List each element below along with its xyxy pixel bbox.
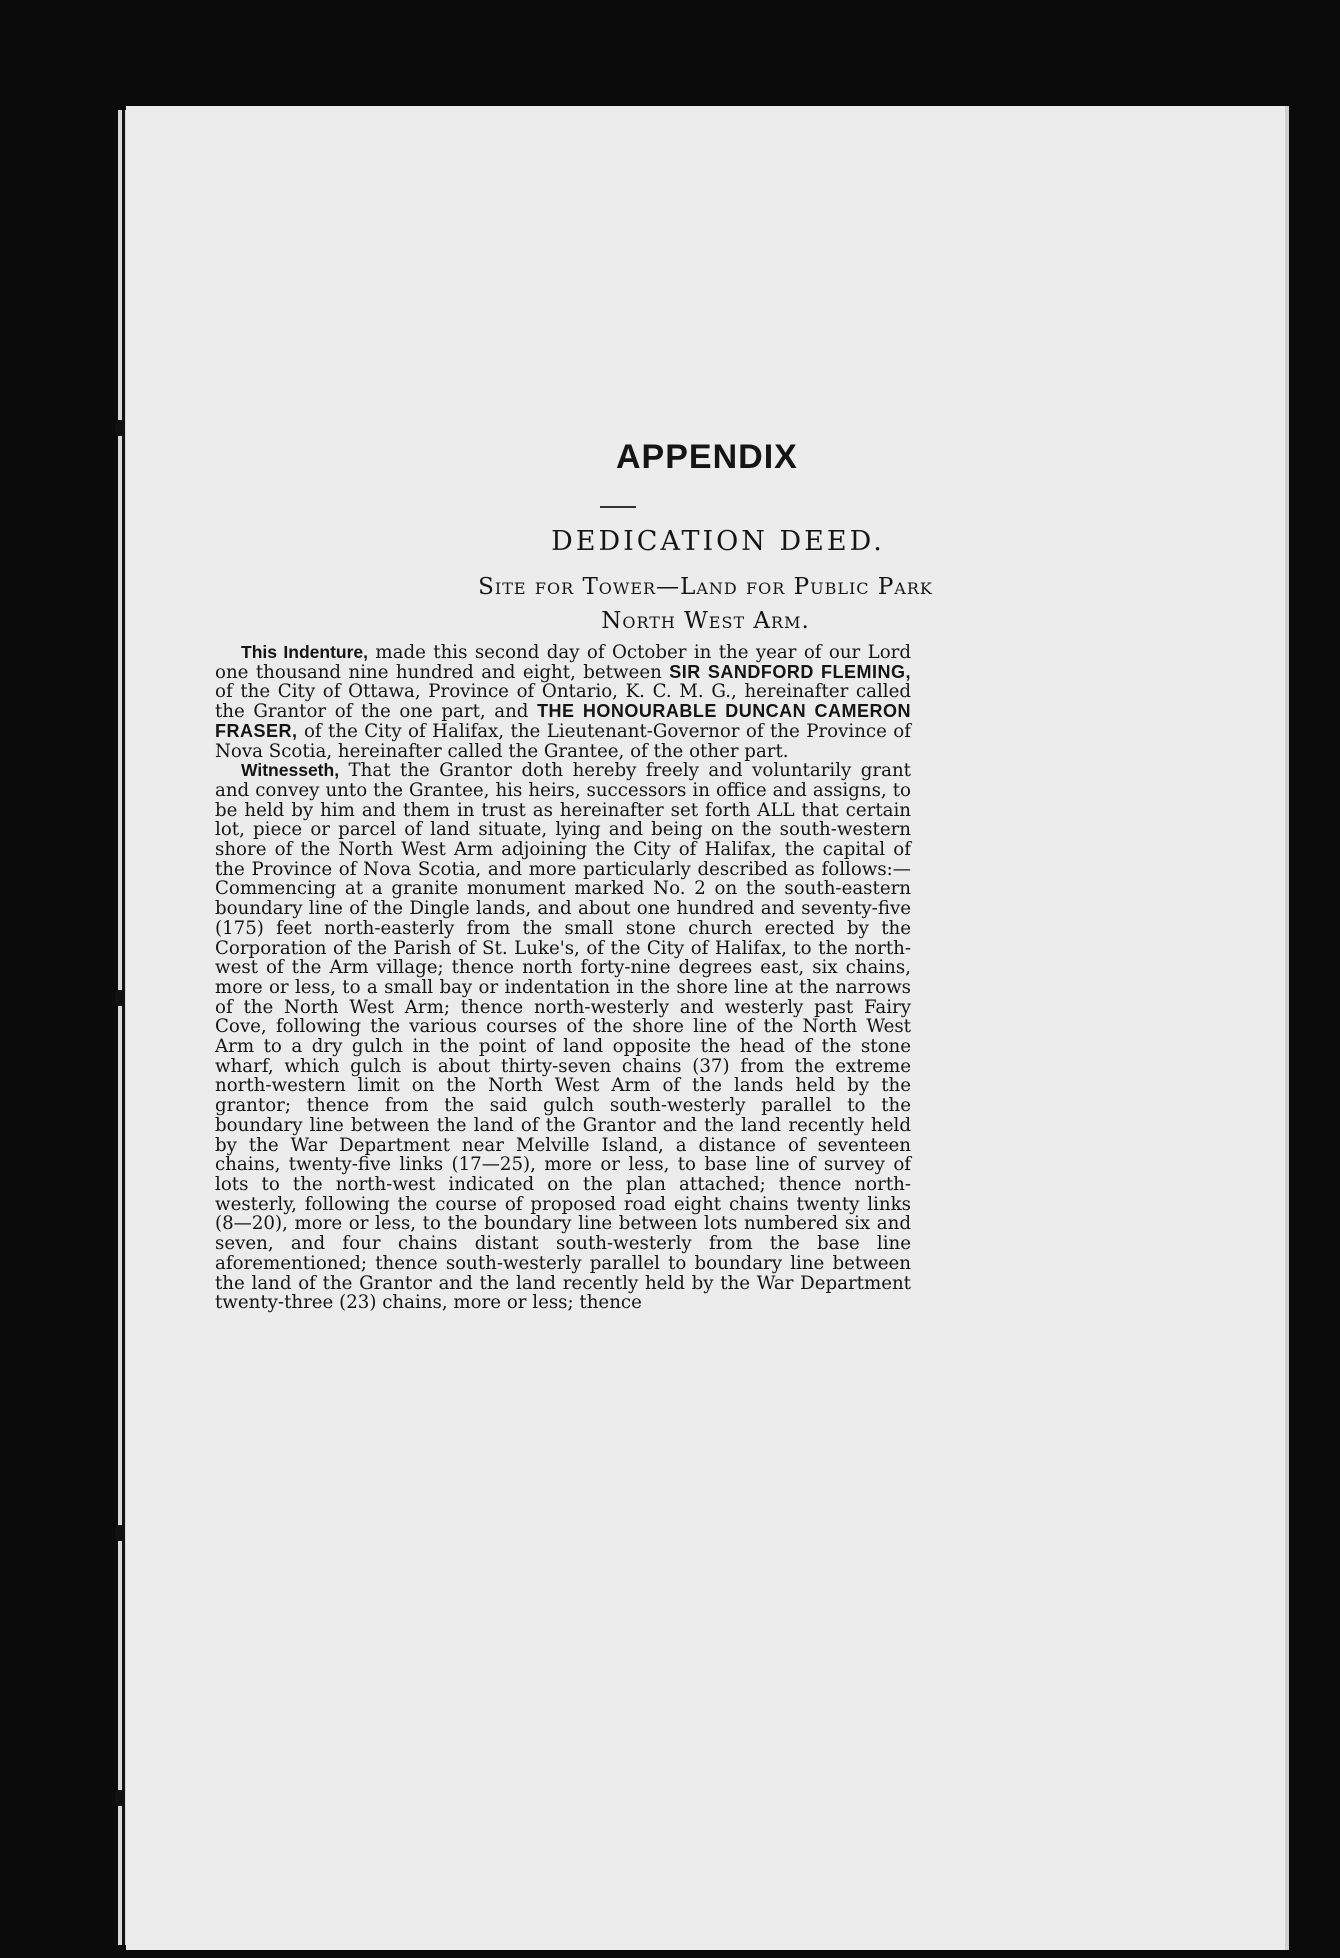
indenture-text-c: of the City of Halifax, the Lieutenant-Governor of the Province of Nova Scotia, hereinafter called the Grantee, of the other part. [215,720,911,762]
witnesseth-paragraph [215,761,911,1313]
binding-mark [115,420,124,436]
deed-subtitle-location: North West Arm. [601,608,810,634]
deed-subtitle-site: Site for Tower—Land for Public Park [478,574,933,600]
binding-mark [115,1790,124,1806]
heading-rule [600,506,636,508]
document-page: APPENDIX DEDICATION DEED. Site for Tower—Land for Public Park North West Arm. This Indenture, made this second day of October in the year of our Lord one thousand nine hundred and eight, between SIR SANDFORD FLEMING, of the City of Ottawa, Province of Ontario, K. C. M. G., hereinafter called the Grantor of the one part, and THE HONOURABLE DUNCAN CAMERON FRASER, of the City of Halifax, the Lieutenant-Governor of the Province of Nova Scotia, hereinafter called the Grantee, of the other part. Witnesseth, That the Grantor doth hereby freely and voluntarily grant and convey unto the Grantee, his heirs, successors in office and assigns, to be held by him and them in trust as hereinafter set forth ALL that certain lot, piece or parcel of land situate, lying and being on the south-western shore of the North West Arm adjoining the City of Halifax, the capital of the Province of Nova Scotia, and more particularly described as follows:—Commencing at a granite monument marked No. 2 on the south-eastern boundary line of the Dingle lands, and about one hundred and seventy-five (175) feet north-easterly from the small stone church erected by the Corporation of the Parish of St. Luke's, of the City of Halifax, to the north-west of the Arm village; thence north forty-nine degrees east, six chains, more or less, to a small bay or indentation in the shore line at the narrows of the North West Arm; thence north-westerly and westerly past Fairy Cove, following the various courses of the shore line of the North West Arm to a dry gulch in the point of land opposite the head of the stone wharf, which gulch is about thirty-seven chains (37) from the extreme north-western limit on the North West Arm of the lands held by the grantor; thence from the said gulch south-westerly parallel to the boundary line between the land of the Grantor and the land recently held by the War Department near Melville Island, a distance of seventeen chains, twenty-five links (17—25), more or less, to base line of survey of lots to the north-west indicated on the plan attached; thence north-westerly, following the course of proposed road eight chains twenty links (8—20), more or less, to the boundary line between lots numbered six and seven, and four chains distant south-westerly from the base line aforementioned; thence south-westerly parallel to boundary line between the land of the Grantor and the land recently held by the War Department twenty-three (23) chains, more or less; thence [126,106,1289,1950]
witnesseth-lead: Witnesseth, [241,760,340,781]
binding-mark [115,990,124,1006]
indenture-paragraph [215,643,911,761]
deed-body [215,643,911,1313]
page-binding-line [122,110,125,1945]
indenture-text-a: made this second day of October in the year of our Lord one thousand nine hundred and eight, between [215,642,911,683]
binding-mark [115,1525,124,1541]
grantor-name: SIR SANDFORD FLEMING, [669,661,911,682]
indenture-lead: This Indenture, [241,642,369,662]
indenture-text-b: of the City of Ottawa, Province of Ontario, K. C. M. G., hereinafter called the Grantor of the one part, and [215,681,911,723]
witnesseth-text: That the Grantor doth hereby freely and voluntarily grant and convey unto the Grantee, his heirs, successors in office and assigns, to be held by him and them in trust as hereinafter set forth ALL that certain lot, piece or parcel of land situate, lying and being on the south-western shore of the North West Arm adjoining the City of Halifax, the capital of the Province of Nova Scotia, and more particularly described as follows:—Commencing at a granite monument marked No. 2 on the south-eastern boundary line of the Dingle lands, and about one hundred and seventy-five (175) feet north-easterly from the small stone church erected by the Corporation of the Parish of St. Luke's, of the City of Halifax, to the north-west of the Arm village; thence north forty-nine degrees east, six chains, more or less, to a small bay or indentation in the shore line at the narrows of the North West Arm; thence north-westerly and westerly past Fairy Cove, following the various courses of the shore line of the North West Arm to a dry gulch in the point of land opposite the head of the stone wharf, which gulch is about thirty-seven chains (37) from the extreme north-western limit on the North West Arm of the lands held by the grantor; thence from the said gulch south-westerly parallel to the boundary line between the land of the Grantor and the land recently held by the War Department near Melville Island, a distance of seventeen chains, twenty-five links (17—25), more or less, to base line of survey of lots to the north-west indicated on the plan attached; thence north-westerly, following the course of proposed road eight chains twenty links (8—20), more or less, to the boundary line between lots numbered six and seven, and four chains distant south-westerly from the base line aforementioned; thence south-westerly parallel to boundary line between the land of the Grantor and the land recently held by the War Department twenty-three (23) chains, more or less; thence [215,760,911,1314]
deed-title: DEDICATION DEED. [551,526,885,557]
grantee-name: THE HONOURABLE DUNCAN CAMERON FRASER, [215,701,911,741]
